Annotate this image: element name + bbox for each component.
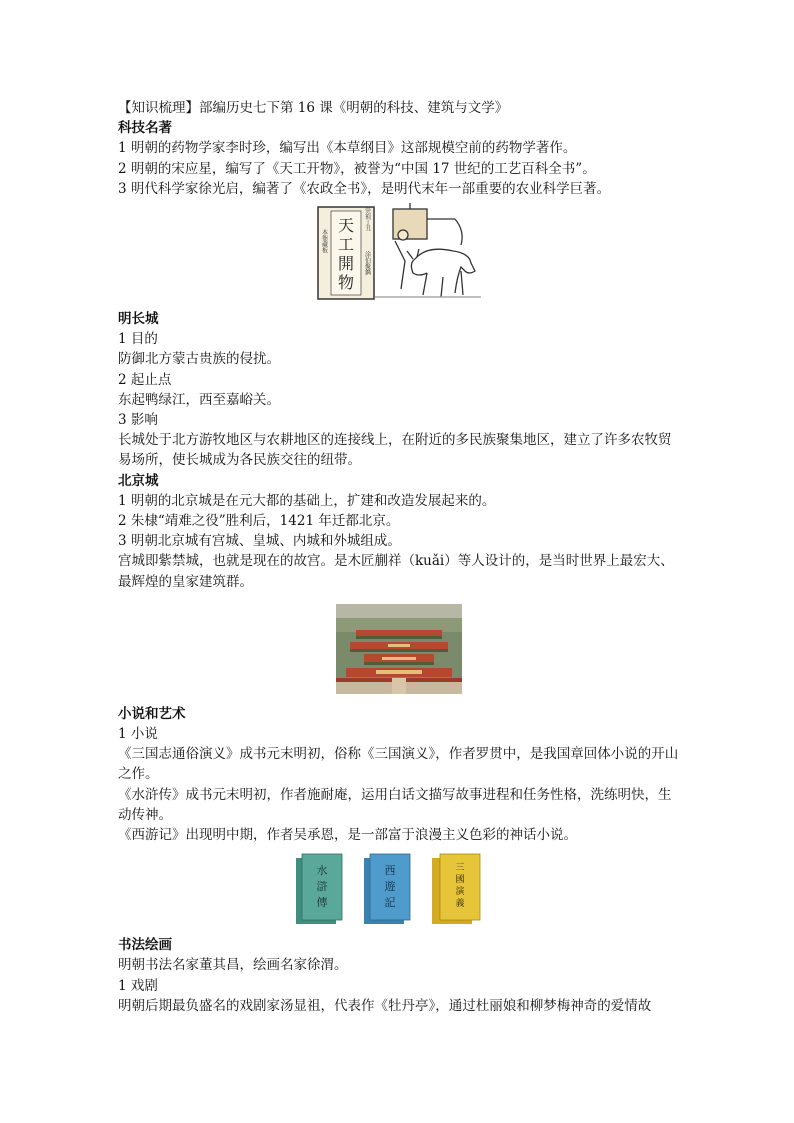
book-shuihu-char-3: 傳 bbox=[316, 896, 328, 910]
section-title-calligraphy: 书法绘画 bbox=[118, 937, 172, 954]
forbidden-city-figure bbox=[118, 596, 680, 702]
beijing-item-2: 2 朱棣“靖难之役”胜利后，1421 年迁都北京。 bbox=[118, 513, 400, 530]
section-title-tech: 科技名著 bbox=[118, 120, 172, 137]
document-page bbox=[118, 98, 680, 1016]
book-side-left: 本衙藏板 bbox=[320, 229, 328, 254]
book-sanguo-char-2: 國 bbox=[455, 875, 465, 886]
tech-item-1: 1 明朝的药物学家李时珍，编写出《本草纲目》这部规模空前的药物学著作。 bbox=[118, 140, 577, 157]
wall-label-3: 3 影响 bbox=[118, 412, 158, 429]
section-title-wall: 明长城 bbox=[118, 311, 159, 328]
book-shuihu-char-2: 滸 bbox=[316, 880, 328, 894]
calligraphy-p2: 明朝后期最负盛名的戏剧家汤显祖，代表作《牡丹亭》，通过杜丽娘和柳梦梅神奇的爱情故 bbox=[118, 997, 652, 1014]
section-title-novel: 小说和艺术 bbox=[118, 705, 186, 722]
ox-mill-illustration bbox=[375, 203, 481, 297]
book-xiyou-char-1: 西 bbox=[384, 864, 396, 878]
novel-p2: 《水浒传》成书元末明初，作者施耐庵，运用白话文描写故事进程和任务性格，洗练明快，生动传神。 bbox=[118, 786, 672, 823]
novel-books-figure bbox=[118, 849, 680, 931]
book-title-char-4: 物 bbox=[337, 273, 355, 293]
novel-p1: 《三国志通俗演义》成书元末明初，俗称《三国演义》，作者罗贯中，是我国章回体小说的开山之作。 bbox=[118, 746, 679, 783]
wall-label-1: 1 目的 bbox=[118, 331, 158, 348]
tech-item-3: 3 明代科学家徐光启，编著了《农政全书》，是明代末年一部重要的农业科学巨著。 bbox=[118, 180, 611, 197]
book-side-right-top: 崇禎丁丑 bbox=[363, 207, 371, 232]
wall-text-2: 东起鸭绿江，西至嘉峪关。 bbox=[118, 391, 280, 408]
tiangong-kaiwu-figure bbox=[118, 199, 680, 309]
beijing-item-1: 1 明朝的北京城是在元大都的基础上，扩建和改造发展起来的。 bbox=[118, 492, 496, 509]
tech-item-2: 2 明朝的宋应星，编写了《天工开物》，被誉为“中国 17 世纪的工艺百科全书”。 bbox=[118, 160, 596, 177]
book-title-char-3: 開 bbox=[337, 254, 355, 274]
calligraphy-sub: 1 戏剧 bbox=[118, 977, 158, 994]
book-xiyou-char-2: 遊 bbox=[384, 880, 396, 894]
section-title-beijing: 北京城 bbox=[118, 472, 159, 489]
tiangong-kaiwu-image bbox=[315, 201, 483, 307]
beijing-note: 宫城即紫禁城，也就是现在的故宫。是木匠蒯祥（kuǎi）等人设计的，是当时世界上最宏大、最辉煌的皇家建筑群。 bbox=[118, 553, 674, 590]
wall-text-1: 防御北方蒙古贵族的侵扰。 bbox=[118, 351, 280, 368]
book-sanguo-char-3: 演 bbox=[455, 887, 465, 898]
book-shuihu-char-1: 水 bbox=[316, 864, 328, 878]
lesson-header: 【知识梳理】部编历史七下第 16 课《明朝的科技、建筑与文学》 bbox=[118, 100, 509, 116]
book-xiyou-char-3: 記 bbox=[384, 896, 396, 910]
calligraphy-p1: 明朝书法名家董其昌，绘画名家徐渭。 bbox=[118, 957, 348, 974]
novel-books-image bbox=[294, 852, 504, 928]
wall-label-2: 2 起止点 bbox=[118, 371, 172, 388]
book-sanguo-char-4: 義 bbox=[455, 899, 465, 910]
novel-p3: 《西游记》出现明中期，作者吴承恩，是一部富于浪漫主义色彩的神话小说。 bbox=[118, 827, 577, 844]
forbidden-city-image bbox=[336, 604, 462, 694]
book-sanguo-char-1: 三 bbox=[455, 863, 465, 874]
book-side-right-bottom: 涂伯聚鐫 bbox=[363, 251, 371, 276]
beijing-item-3: 3 明朝北京城有宫城、皇城、内城和外城组成。 bbox=[118, 533, 401, 550]
novel-sub: 1 小说 bbox=[118, 726, 158, 743]
book-title-char-1: 天 bbox=[337, 216, 355, 236]
wall-text-3: 长城处于北方游牧地区与农耕地区的连接线上，在附近的多民族聚集地区，建立了许多农牧贸易场所，使长城成为各民族交往的纽带。 bbox=[118, 432, 672, 469]
book-title-char-2: 工 bbox=[337, 235, 355, 255]
